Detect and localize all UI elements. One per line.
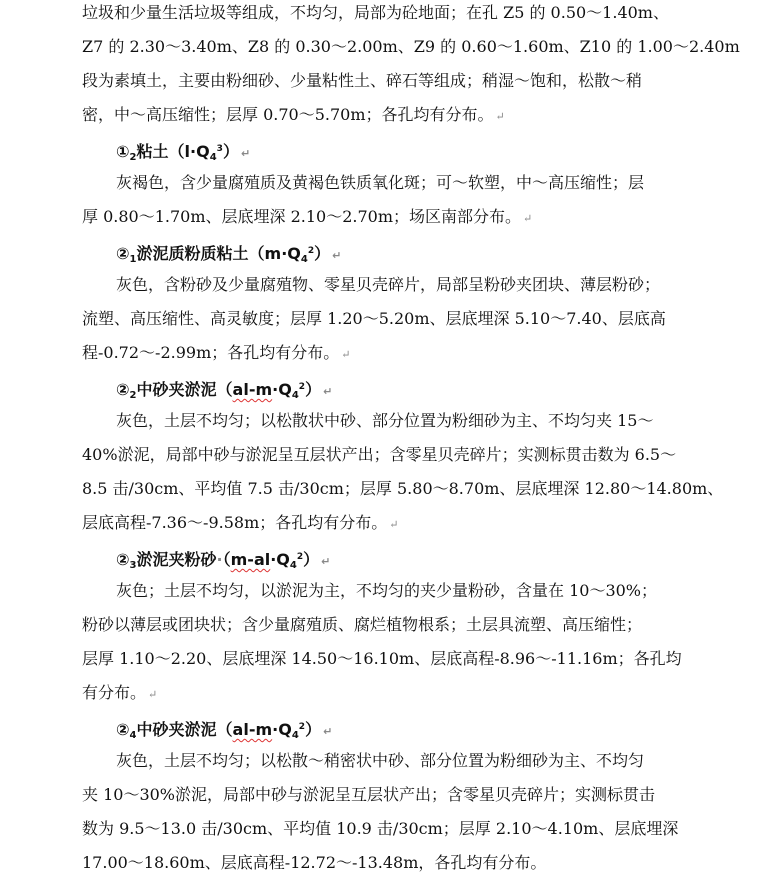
return-mark: ↵ [321,555,331,568]
return-mark: ↵ [323,725,333,738]
return-mark: ↵ [523,212,533,225]
paragraph-line: 数为 9.5～13.0 击/30cm、平均值 10.9 击/30cm；层厚 2.10～4.10m、层底埋深 [82,819,679,838]
return-mark: ↵ [332,249,342,262]
spellcheck-underline: al-m [232,720,273,739]
return-mark: ↵ [323,385,333,398]
layer-heading: $②_2$中砂夹淤泥$(al-m\cdot Q_4^2)$ ↵ [116,380,333,401]
paragraph-line: 灰色，土层不均匀；以松散状中砂、部分位置为粉细砂为主、不均匀夹 15～ [116,411,654,430]
paragraph-line: 流塑、高压缩性、高灵敏度；层厚 1.20～5.20m、层底埋深 5.10～7.40、层底高 [82,309,666,328]
paragraph-line: 垃圾和少量生活垃圾等组成，不均匀，局部为砼地面；在孔 Z5 的 0.50～1.40m、 [82,3,669,22]
return-mark: ↵ [148,688,158,701]
paragraph-line: 灰色，含粉砂及少量腐殖物、零星贝壳碎片，局部呈粉砂夹团块、薄层粉砂； [116,275,661,294]
paragraph-line: 灰色，土层不均匀；以松散～稍密状中砂、部分位置为粉细砂为主、不均匀 [116,751,645,770]
return-mark: ↵ [389,518,399,531]
paragraph-line: 层厚 1.10～2.20、层底埋深 14.50～16.10m、层底高程-8.96～-11.16m；各孔均 [82,649,682,668]
layer-heading: $②_1$淤泥质粉质粘土$(m\cdot Q_4^2)$ ↵ [116,244,342,265]
paragraph-line: Z7 的 2.30～3.40m、Z8 的 0.30～2.00m、Z9 的 0.60～1.60m、Z10 的 1.00～2.40m [82,37,740,56]
paragraph-line: 灰色；土层不均匀，以淤泥为主，不均匀的夹少量粉砂，含量在 10～30%； [116,581,658,600]
spellcheck-underline: al-m [232,380,273,399]
layer-heading: $①_2$粘土$(l\cdot Q_4^3)$ ↵ [116,142,251,163]
return-mark: ↵ [495,110,505,123]
return-mark: ↵ [341,348,351,361]
paragraph-line: 程-0.72～-2.99m；各孔均有分布。 ↵ [82,343,351,362]
paragraph-line: 夹 10～30%淤泥，局部中砂与淤泥呈互层状产出；含零星贝壳碎片；实测标贯击 [82,785,656,804]
paragraph-line: 17.00～18.60m、层底高程-12.72～-13.48m，各孔均有分布。 [82,853,547,872]
paragraph-line: 密，中～高压缩性；层厚 0.70～5.70m；各孔均有分布。 ↵ [82,105,505,124]
return-mark: ↵ [240,147,251,160]
paragraph-line: 8.5 击/30cm、平均值 7.5 击/30cm；层厚 5.80～8.70m、层底埋深 12.80～14.80m、 [82,479,724,498]
layer-heading: $②_4$中砂夹淤泥$(al-m\cdot Q_4^2)$ ↵ [116,720,333,741]
spellcheck-underline: m-al [230,550,271,569]
paragraph-line: 段为素填土，主要由粉细砂、少量粘性土、碎石等组成；稍湿～饱和，松散～稍 [82,71,643,90]
paragraph-line: 有分布。 ↵ [82,683,158,702]
paragraph-line: 40%淤泥，局部中砂与淤泥呈互层状产出；含零星贝壳碎片；实测标贯击数为 6.5～ [82,445,677,464]
paragraph-line: 粉砂以薄层或团块状；含少量腐殖质、腐烂植物根系；土层具流塑、高压缩性； [82,615,643,634]
paragraph-line: 灰褐色，含少量腐殖质及黄褐色铁质氧化斑；可～软塑，中～高压缩性；层 [116,173,645,192]
layer-heading: $②_3$淤泥夹粉砂$\cdot(m-al\cdot Q_4^2)$ ↵ [116,550,331,571]
paragraph-line: 厚 0.80～1.70m、层底埋深 2.10～2.70m；场区南部分布。 ↵ [82,207,533,226]
paragraph-line: 层底高程-7.36～-9.58m；各孔均有分布。 ↵ [82,513,399,532]
